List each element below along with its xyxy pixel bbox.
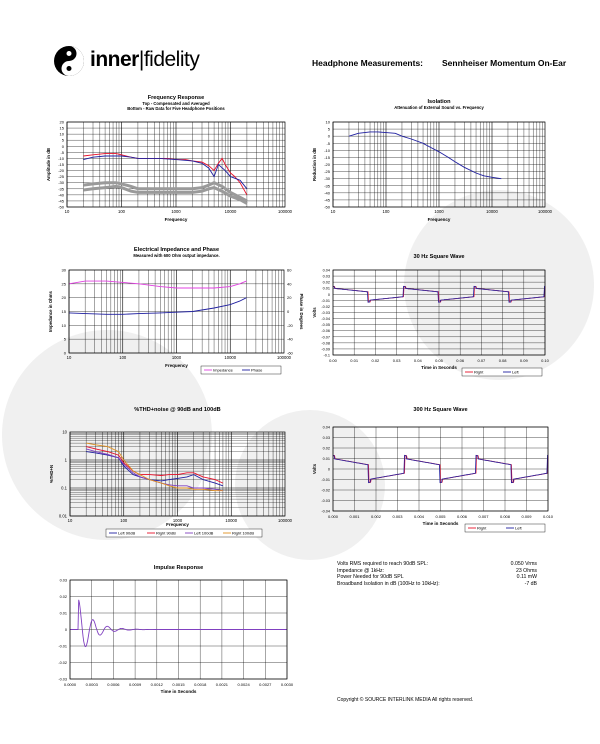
y-tick-label: -25 xyxy=(324,169,330,175)
x-axis-label: Frequency xyxy=(427,217,451,222)
headphone-model: Sennheiser Momentum On-Ear xyxy=(442,58,567,68)
x-tick-label: 0.007 xyxy=(478,514,489,519)
y-tick-label: 0.02 xyxy=(322,446,330,451)
chart-subtitle: Bottom - Raw Data for Five Headphone Positions xyxy=(127,106,225,111)
legend-label: Left 90dB xyxy=(118,530,136,536)
y-tick-label: 10 xyxy=(62,429,67,435)
stat-label: Power Needed for 90dB SPL xyxy=(337,574,404,581)
chart-imp xyxy=(48,247,304,374)
chart-title: %THD+noise @ 90dB and 100dB xyxy=(134,407,221,413)
logo-text: inner|fidelity xyxy=(90,48,200,71)
stats-table xyxy=(337,561,537,587)
stat-value: 23 Ohms xyxy=(515,567,537,574)
x-tick-label: 0.006 xyxy=(456,514,468,519)
y-tick-label: 0.02 xyxy=(59,595,67,599)
chart-fr xyxy=(46,95,293,222)
x-tick-label: 0.06 xyxy=(456,358,465,363)
y2-tick-label: 0 xyxy=(287,309,290,314)
y-tick-label: -0.01 xyxy=(58,644,67,649)
x-tick-label: 100000 xyxy=(277,355,291,360)
legend-label: Right 100dB xyxy=(232,530,255,536)
chart-subtitle: Attenuation of External Sound vs. Frequency xyxy=(394,105,484,110)
y-tick-label: -30 xyxy=(58,180,64,186)
y-tick-label: -0.01 xyxy=(321,478,330,482)
series-line xyxy=(86,447,223,484)
y-tick-label: -0.02 xyxy=(321,304,330,309)
x-tick-label: 10 xyxy=(66,355,72,360)
stat-row xyxy=(337,568,537,575)
legend-label: Right 90dB xyxy=(156,530,176,536)
y-tick-label: 5 xyxy=(61,137,64,143)
y2-tick-label: -40 xyxy=(287,336,293,342)
x-tick-label: 0.0012 xyxy=(150,682,163,687)
x-tick-label: 0.0000 xyxy=(63,682,77,687)
y-axis-label: Reduction in dB xyxy=(312,148,317,181)
x-tick-label: 0.0030 xyxy=(280,682,294,687)
y-tick-label: 0 xyxy=(327,133,330,139)
stat-value: 0.11 mW xyxy=(516,574,537,581)
y-tick-label: -20 xyxy=(58,168,64,174)
chart-title: 30 Hz Square Wave xyxy=(413,254,465,260)
x-axis-label: Time in Seconds xyxy=(160,689,197,694)
x-tick-label: 10 xyxy=(67,518,73,523)
series-line xyxy=(69,281,246,288)
x-tick-label: 0.002 xyxy=(370,514,382,519)
y-axis-label: Impedance in Ohms xyxy=(48,291,53,332)
chart-title: Impulse Response xyxy=(153,565,204,571)
chart-title: Frequency Response xyxy=(147,95,205,101)
series-line xyxy=(86,443,223,491)
y-tick-label: -0.07 xyxy=(321,335,330,340)
y-tick-label: 10 xyxy=(61,322,66,328)
x-tick-label: 0.0003 xyxy=(85,682,98,687)
y2-tick-label: 20 xyxy=(287,295,292,301)
y-tick-label: 0.01 xyxy=(59,611,67,616)
y-tick-label: 10 xyxy=(325,119,330,125)
legend-label: Impedance xyxy=(213,367,233,373)
y-tick-label: -10 xyxy=(324,147,330,153)
y-tick-label: 0.02 xyxy=(322,280,330,285)
x-axis-label: Time in Seconds xyxy=(422,521,459,526)
y-axis-label: %THD+N xyxy=(49,464,54,484)
x-tick-label: 0.010 xyxy=(542,514,554,519)
y-tick-label: 0 xyxy=(327,467,330,472)
x-tick-label: 0.005 xyxy=(435,514,446,519)
y2-tick-label: -20 xyxy=(287,322,293,328)
y-tick-label: -15 xyxy=(58,162,64,167)
y-tick-label: -0.08 xyxy=(321,341,330,346)
y-tick-label: -0.03 xyxy=(58,677,67,682)
y-tick-label: -30 xyxy=(324,176,330,182)
y-tick-label: 1 xyxy=(64,457,67,463)
x-tick-label: 0.08 xyxy=(498,358,507,363)
x-tick-label: 1000 xyxy=(172,518,183,523)
x-tick-label: 10000 xyxy=(486,209,498,214)
y-tick-label: 0 xyxy=(61,143,64,149)
stat-label: Volts RMS required to reach 90dB SPL: xyxy=(337,561,429,567)
y-tick-label: 0 xyxy=(63,350,66,356)
chart-title: Isolation xyxy=(427,99,451,105)
stat-value: -7 dB xyxy=(524,580,537,587)
y-tick-label: 5 xyxy=(63,336,66,342)
chart-subtitle: Measured with 600 Ohm output impedance. xyxy=(133,253,220,258)
y-tick-label: -35 xyxy=(58,186,64,192)
x-tick-label: 0.001 xyxy=(349,514,360,519)
y-tick-label: -0.04 xyxy=(321,317,330,322)
page-title: Headphone Measurements: xyxy=(312,58,423,68)
x-tick-label: 0.0018 xyxy=(194,682,207,687)
y-tick-label: -45 xyxy=(58,198,64,204)
x-tick-label: 1000 xyxy=(434,209,444,214)
y-tick-label: -50 xyxy=(324,204,330,210)
x-tick-label: 0.09 xyxy=(519,358,528,363)
y-tick-label: 0.1 xyxy=(61,485,67,491)
x-tick-label: 0.0006 xyxy=(107,682,120,687)
x-tick-label: 0.00 xyxy=(329,358,337,363)
y-tick-label: -35 xyxy=(324,183,330,189)
y-axis-label: Amplitude in dB xyxy=(46,148,51,181)
chart-imp_resp xyxy=(58,565,294,694)
y-tick-label: 0 xyxy=(327,292,330,297)
y2-tick-label: 60 xyxy=(287,267,292,273)
chart-subtitle: Top - Compensated and Averaged xyxy=(142,101,210,106)
stat-label: Broadband Isolation in dB (100Hz to 10kHz): xyxy=(337,580,440,587)
y-tick-label: 0.03 xyxy=(322,274,330,279)
stat-row xyxy=(337,561,537,568)
y2-axis-label: Phase in Degrees xyxy=(299,293,304,330)
x-tick-label: 0.009 xyxy=(521,514,532,519)
x-tick-label: 0.003 xyxy=(392,514,403,519)
x-tick-label: 100000 xyxy=(278,518,292,523)
y-axis-label: Volts xyxy=(312,307,317,318)
y-tick-label: 0 xyxy=(64,628,67,632)
y-tick-label: 20 xyxy=(59,119,64,125)
y-tick-label: -0.04 xyxy=(321,509,330,514)
y2-tick-label: -60 xyxy=(287,350,293,356)
y-tick-label: -40 xyxy=(324,190,330,196)
y-tick-label: -5 xyxy=(326,140,330,146)
y-axis-label: Volts xyxy=(312,463,317,475)
y-tick-label: 15 xyxy=(61,309,66,314)
x-tick-label: 0.0027 xyxy=(259,682,272,687)
y-tick-label: -0.03 xyxy=(321,499,330,503)
y-tick-label: 5 xyxy=(327,126,330,132)
x-axis-label: Frequency xyxy=(164,217,188,222)
y-tick-label: -0.1 xyxy=(323,353,330,358)
y-tick-label: -0.03 xyxy=(321,311,330,315)
x-tick-label: 0.008 xyxy=(499,514,511,519)
x-axis-label: Frequency xyxy=(166,522,189,527)
x-tick-label: 0.02 xyxy=(371,358,380,363)
x-tick-label: 100 xyxy=(119,355,127,360)
x-tick-label: 10000 xyxy=(224,355,237,360)
x-tick-label: 0.10 xyxy=(541,358,549,363)
y-tick-label: 0.04 xyxy=(322,425,330,430)
x-tick-label: 100000 xyxy=(278,209,292,214)
y-tick-label: -45 xyxy=(324,197,330,203)
x-tick-label: 0.05 xyxy=(435,358,443,363)
x-tick-label: 100 xyxy=(118,209,125,214)
x-tick-label: 0.04 xyxy=(413,358,422,363)
stat-value: 0.050 Vrms xyxy=(510,561,537,567)
x-tick-label: 0.0024 xyxy=(237,682,250,687)
legend-label: Right xyxy=(477,525,487,531)
y-tick-label: 0.03 xyxy=(322,436,330,440)
x-tick-label: 0.07 xyxy=(477,358,486,363)
legend-label: Left xyxy=(512,369,519,375)
x-axis-label: Frequency xyxy=(165,363,188,368)
stat-row xyxy=(337,574,537,581)
chart-title: 300 Hz Square Wave xyxy=(413,407,468,413)
x-tick-label: 10 xyxy=(64,209,70,214)
x-tick-label: 100000 xyxy=(538,209,552,214)
x-tick-label: 0.0009 xyxy=(128,682,142,687)
y-tick-label: -0.01 xyxy=(321,298,330,303)
x-tick-label: 0.000 xyxy=(327,514,339,519)
x-tick-label: 100 xyxy=(120,518,128,523)
y-tick-label: 25 xyxy=(61,281,66,287)
y-tick-label: -40 xyxy=(58,192,64,198)
y-tick-label: -0.09 xyxy=(321,347,330,352)
x-tick-label: 0.03 xyxy=(392,358,401,363)
x-tick-label: 10000 xyxy=(225,518,238,523)
y-tick-label: 10 xyxy=(59,131,64,137)
y-tick-label: -10 xyxy=(58,155,64,161)
y-tick-label: -15 xyxy=(324,154,330,160)
x-tick-label: 1000 xyxy=(171,209,181,214)
stat-row xyxy=(337,581,537,588)
y-tick-label: -5 xyxy=(60,149,64,155)
stat-label: Impedance @ 1kHz: xyxy=(337,567,385,574)
x-tick-label: 0.004 xyxy=(413,514,425,519)
x-tick-label: 1000 xyxy=(171,355,182,360)
chart-iso xyxy=(312,99,553,222)
x-tick-label: 0.01 xyxy=(350,358,359,363)
y-tick-label: -0.05 xyxy=(321,323,330,328)
x-tick-label: 10000 xyxy=(224,209,237,214)
y-tick-label: -25 xyxy=(58,174,64,180)
x-tick-label: 0.0021 xyxy=(215,682,229,687)
x-tick-label: 0.0015 xyxy=(172,682,185,687)
x-axis-label: Time in Seconds xyxy=(421,365,457,370)
legend-label: Right xyxy=(474,369,484,375)
legend-label: Left 100dB xyxy=(194,530,214,536)
y-tick-label: -50 xyxy=(58,204,64,210)
legend-label: Phase xyxy=(251,367,263,373)
x-tick-label: 10 xyxy=(330,209,336,214)
y-tick-label: 0.01 xyxy=(322,457,330,461)
y-tick-label: -0.02 xyxy=(321,488,330,493)
y-tick-label: -0.02 xyxy=(58,661,67,665)
y-tick-label: 30 xyxy=(61,267,66,273)
y-tick-label: 0.01 xyxy=(58,513,67,519)
x-tick-label: 100 xyxy=(382,209,390,214)
y-tick-label: 0.01 xyxy=(322,286,330,291)
chart-sq300 xyxy=(312,407,554,532)
copyright-text: Copyright © SOURCE INTERLINK MEDIA All rights reserved. xyxy=(337,697,474,703)
chart-thd xyxy=(49,407,293,537)
y2-tick-label: 40 xyxy=(287,281,292,287)
series-line xyxy=(69,298,246,315)
y-tick-label: 0.04 xyxy=(322,268,330,273)
legend-label: Left xyxy=(515,525,522,531)
y-tick-label: -0.06 xyxy=(321,329,330,334)
y-tick-label: 15 xyxy=(59,125,64,131)
chart-sq30 xyxy=(312,254,550,376)
y-tick-label: 20 xyxy=(61,295,66,301)
y-tick-label: -20 xyxy=(324,162,330,167)
chart-title: Electrical Impedance and Phase xyxy=(133,247,220,253)
y-tick-label: 0.03 xyxy=(59,578,67,583)
